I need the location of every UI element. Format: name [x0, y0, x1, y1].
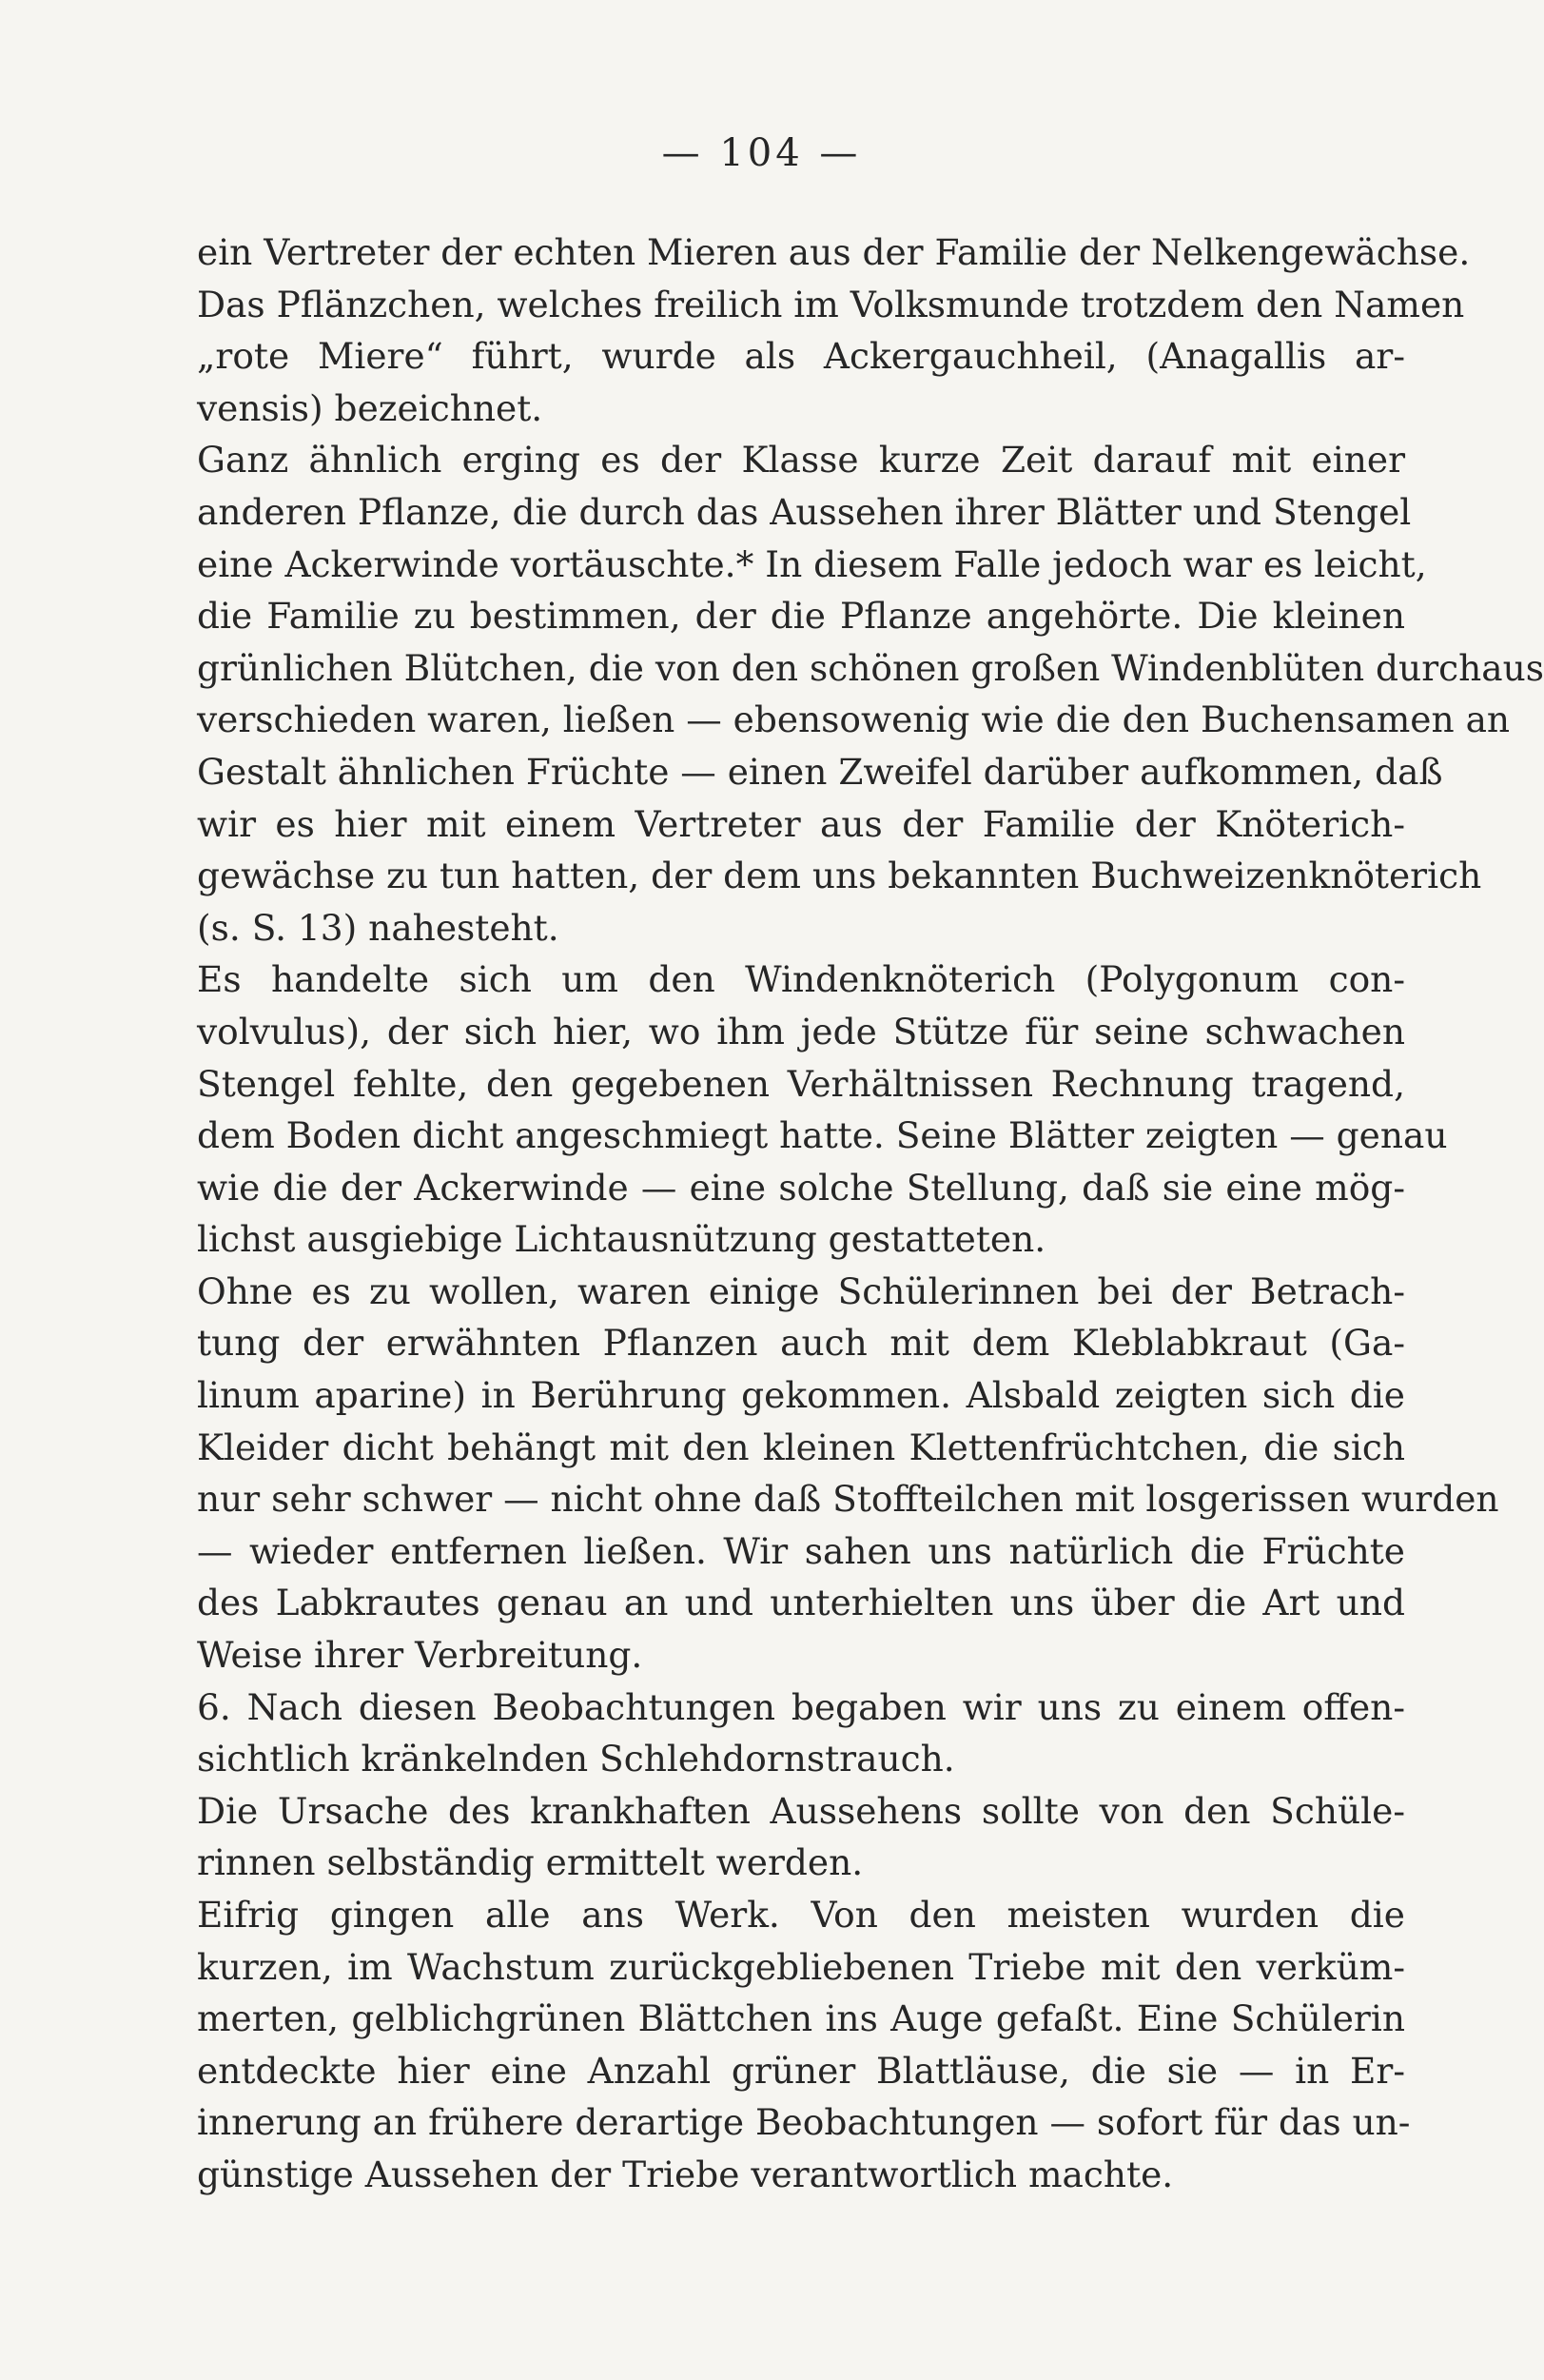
text-line: lichst ausgiebige Lichtausnützung gestatteten.	[197, 1218, 1046, 1261]
text-line: kurzen, im Wachstum zurückgebliebenen Triebe mit den verküm-	[197, 1945, 1405, 1988]
text-line: Stengel fehlte, den gegebenen Verhältnissen Rechnung tragend,	[197, 1062, 1405, 1105]
text-line: Eifrig gingen alle ans Werk. Von den meisten wurden die	[197, 1894, 1405, 1936]
text-line: des Labkrautes genau an und unterhielten uns über die Art und	[197, 1582, 1405, 1624]
paragraph-6	[197, 1785, 1405, 1889]
text-line: günstige Aussehen der Triebe verantwortlich machte.	[197, 2153, 1174, 2195]
text-line: dem Boden dicht angeschmiegt hatte. Seine Blätter zeigten — genau	[197, 1114, 1448, 1157]
paragraph-2	[197, 434, 1544, 954]
text-line: tung der erwähnten Pflanzen auch mit dem Kleblabkraut (Ga-	[197, 1322, 1405, 1365]
text-line: nur sehr schwer — nicht ohne daß Stoffteilchen mit losgerissen wurden	[197, 1478, 1499, 1521]
text-line: Es handelte sich um den Windenknöterich (Polygonum con-	[197, 958, 1405, 1001]
text-line: Weise ihrer Verbreitung.	[197, 1634, 643, 1677]
text-line: anderen Pflanze, die durch das Aussehen ihrer Blätter und Stengel	[197, 490, 1412, 533]
text-line: die Familie zu bestimmen, der die Pflanze angehörte. Die kleinen	[197, 595, 1405, 638]
text-line: innerung an frühere derartige Beobachtungen — sofort für das un-	[197, 2101, 1411, 2144]
text-line: wir es hier mit einem Vertreter aus der Familie der Knöterich-	[197, 802, 1405, 845]
text-line: Kleider dicht behängt mit den kleinen Klettenfrüchtchen, die sich	[197, 1426, 1405, 1468]
text-line: rinnen selbständig ermittelt werden.	[197, 1841, 864, 1884]
text-line: gewächse zu tun hatten, der dem uns bekannten Buchweizenknöterich	[197, 855, 1482, 897]
paragraph-5	[197, 1682, 1405, 1785]
paragraph-4	[197, 1266, 1499, 1682]
text-line: „rote Miere“ führt, wurde als Ackergauchheil, (Anagallis ar-	[197, 335, 1405, 378]
text-line: volvulus), der sich hier, wo ihm jede Stütze für seine schwachen	[197, 1010, 1405, 1052]
paragraph-3	[197, 954, 1448, 1266]
text-line: — wieder entfernen ließen. Wir sahen uns natürlich die Früchte	[197, 1529, 1405, 1572]
text-line: linum aparine) in Berührung gekommen. Alsbald zeigten sich die	[197, 1374, 1405, 1417]
text-line: sichtlich kränkelnden Schlehdornstrauch.	[197, 1738, 955, 1780]
text-line: entdeckte hier eine Anzahl grüner Blattläuse, die sie — in Er-	[197, 2049, 1405, 2092]
text-line: Ganz ähnlich erging es der Klasse kurze Zeit darauf mit einer	[197, 439, 1405, 482]
text-line: Die Ursache des krankhaften Aussehens sollte von den Schüle-	[197, 1789, 1405, 1832]
text-line: eine Ackerwinde vortäuschte.* In diesem Falle jedoch war es leicht,	[197, 542, 1427, 585]
text-line: grünlichen Blütchen, die von den schönen großen Windenblüten durchaus	[197, 646, 1544, 689]
text-line: vensis) bezeichnet.	[197, 386, 543, 429]
text-line: merten, gelblichgrünen Blättchen ins Auge gefaßt. Eine Schülerin	[197, 1997, 1405, 2040]
text-line: Das Pflänzchen, welches freilich im Volksmunde trotzdem den Namen	[197, 283, 1465, 325]
paragraph-7	[197, 1889, 1411, 2201]
text-line: verschieden waren, ließen — ebensowenig wie die den Buchensamen an	[197, 698, 1511, 741]
text-line: Gestalt ähnlichen Früchte — einen Zweifel darüber aufkommen, daß	[197, 750, 1443, 793]
text-line: wie die der Ackerwinde — eine solche Stellung, daß sie eine mög-	[197, 1166, 1405, 1209]
text-line: (s. S. 13) nahesteht.	[197, 906, 559, 949]
text-line: ein Vertreter der echten Mieren aus der Familie der Nelkengewächse.	[197, 231, 1471, 273]
text-line: 6. Nach diesen Beobachtungen begaben wir uns zu einem offen-	[197, 1685, 1405, 1728]
body-text	[197, 226, 1544, 2201]
page-number: — 104 —	[661, 131, 862, 175]
paragraph-1	[197, 226, 1471, 434]
text-line: Ohne es zu wollen, waren einige Schülerinnen bei der Betrach-	[197, 1269, 1405, 1312]
